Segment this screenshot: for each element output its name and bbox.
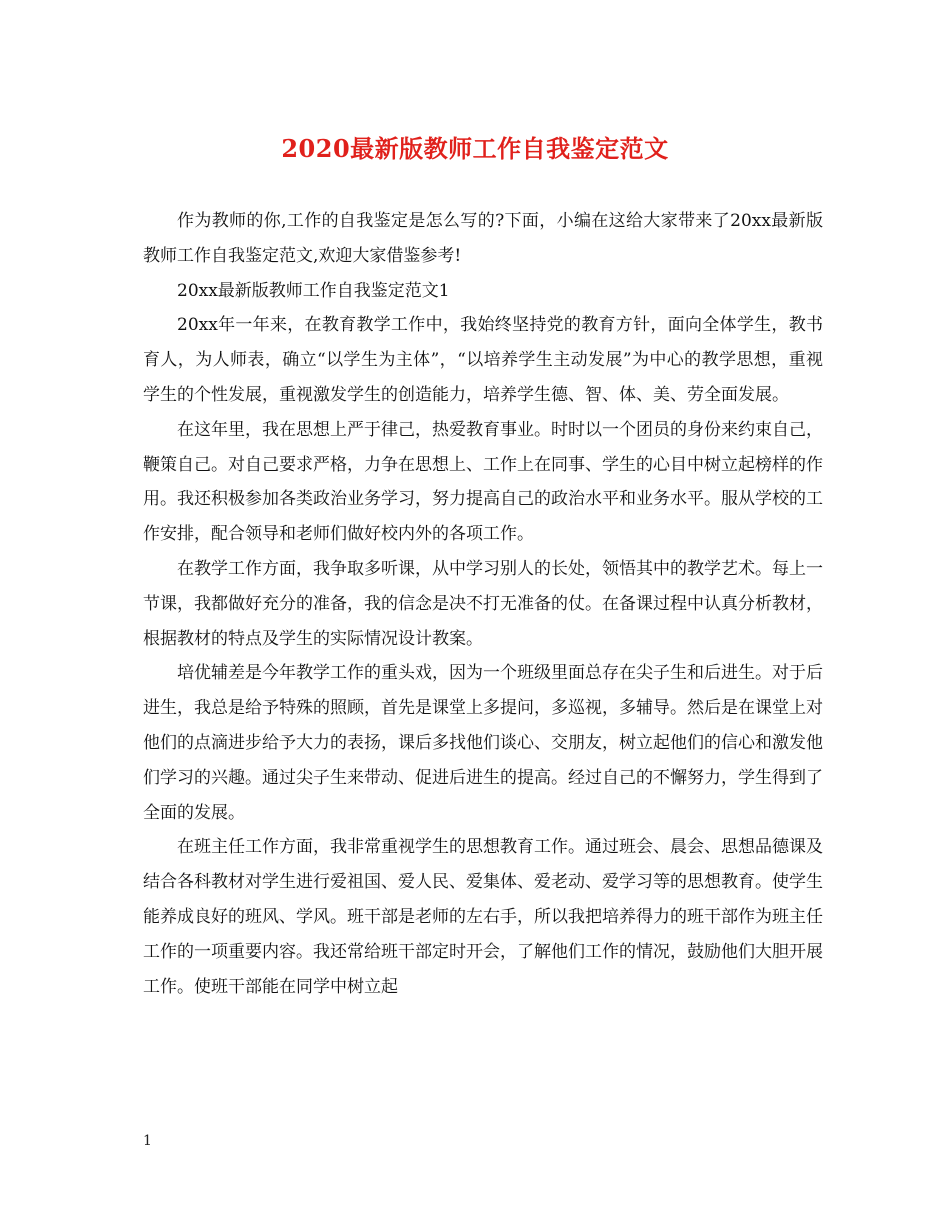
- paragraph-intro: 作为教师的你,工作的自我鉴定是怎么写的?下面，小编在这给大家带来了20xx最新版教师工作自我鉴定范文,欢迎大家借鉴参考!: [143, 211, 823, 266]
- section-heading: 20xx最新版教师工作自我鉴定范文1: [177, 280, 450, 301]
- paragraph-teaching: 在教学工作方面，我争取多听课，从中学习别人的长处，领悟其中的教学艺术。每上一节课，我都做好充分的准备，我的信念是决不打无准备的仗。在备课过程中认真分析教材，根据教材的特点及学生的实际情况设计教案。: [143, 558, 823, 649]
- paragraph-class-teacher: 在班主任工作方面，我非常重视学生的思想教育工作。通过班会、晨会、思想品德课及结合各科教材对学生进行爱祖国、爱人民、爱集体、爱老动、爱学习等的思想教育。使学生能养成良好的班风、学风。班干部是老师的左右手，所以我把培养得力的班干部作为班主任工作的一项重要内容。我还常给班干部定时开会，了解他们工作的情况，鼓励他们大胆开展工作。使班干部能在同学中树立起: [143, 837, 823, 997]
- paragraph-overview: 20xx年一年来，在教育教学工作中，我始终坚持党的教育方针，面向全体学生，教书育人，为人师表，确立“以学生为主体”，“以培养学生主动发展”为中心的教学思想，重视学生的个性发展，重视激发学生的创造能力，培养学生德、智、体、美、劳全面发展。: [143, 315, 823, 405]
- document-title: 2020最新版教师工作自我鉴定范文: [281, 134, 669, 163]
- paragraph-ideology: 在这年里，我在思想上严于律己，热爱教育事业。时时以一个团员的身份来约束自己，鞭策自己。对自己要求严格，力争在思想上、工作上在同事、学生的心目中树立起榜样的作用。我还积极参加各类政治业务学习，努力提高自己的政治水平和业务水平。服从学校的工作安排，配合领导和老师们做好校内外的各项工作。: [143, 419, 823, 545]
- document-body: [143, 204, 823, 1004]
- paragraph-tutoring: 培优辅差是今年教学工作的重头戏，因为一个班级里面总存在尖子生和后进生。对于后进生，我总是给予特殊的照顾，首先是课堂上多提问，多巡视，多辅导。然后是在课堂上对他们的点滴进步给予大力的表扬，课后多找他们谈心、交朋友，树立起他们的信心和激发他们学习的兴趣。通过尖子生来带动、促进后进生的提高。经过自己的不懈努力，学生得到了全面的发展。: [143, 663, 823, 823]
- page-number: 1: [143, 1133, 152, 1149]
